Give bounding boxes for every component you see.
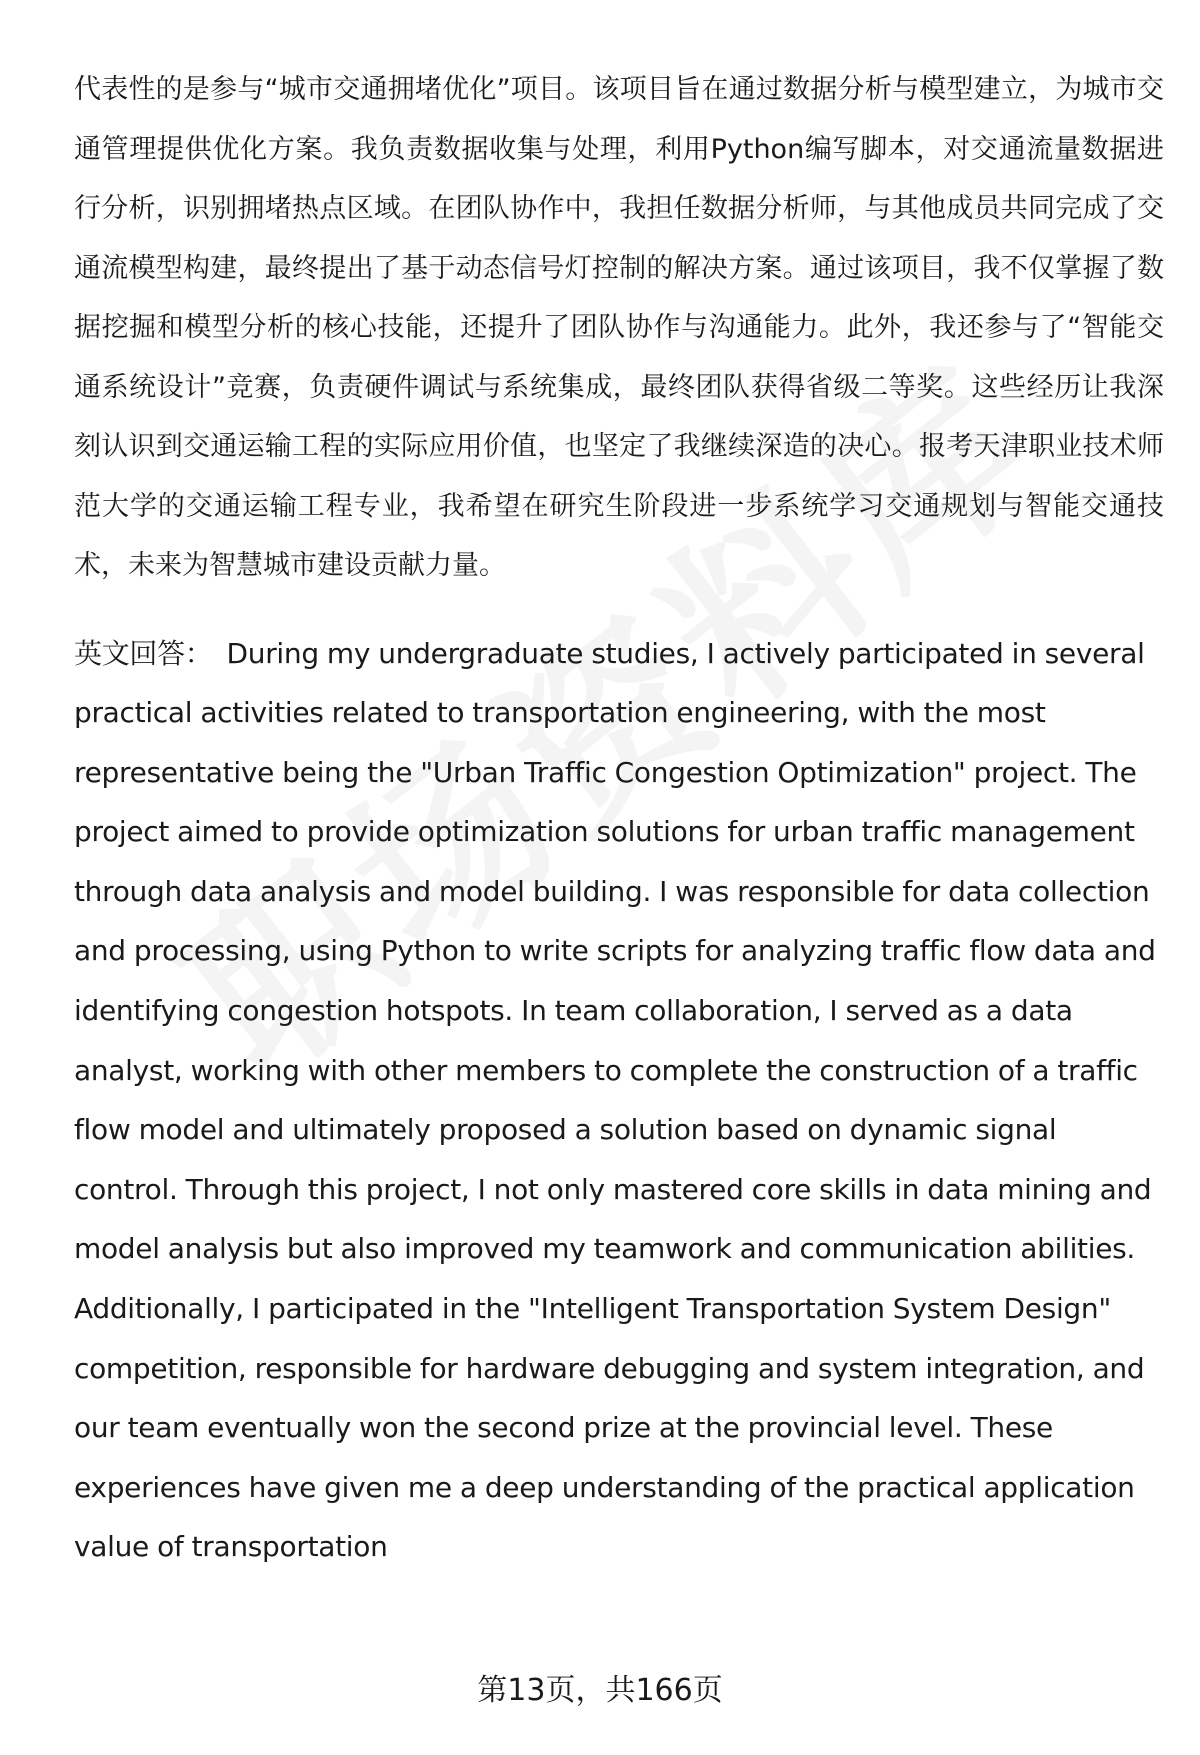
english-answer-text: During my undergraduate studies, I actively participated in several practical activities related to transportation engineering, with the most representative being the "Urban Traffic Congestion Optimization" project. The project aimed to provide optimization solutions for urban traffic management through data analysis and model building. I was responsible for data collection and processing, using Python to write scripts for analyzing traffic flow data and identifying congestion hotspots. In team collaboration, I served as a data analyst, working with other members to complete the construction of a traffic flow model and ultimately proposed a solution based on dynamic signal control. Through this project, I not only mastered core skills in data mining and model analysis but also improved my teamwork and communication abilities. Additionally, I participated in the "Intelligent Transportation System Design" competition, responsible for hardware debugging and system integration, and our team eventually won the second prize at the provincial level. These experiences have given me a deep understanding of the practical application value of transportation xyxy=(74,636,1156,1564)
english-answer-label: 英文回答： xyxy=(74,636,213,670)
page-content xyxy=(74,60,1164,1577)
page-number-footer: 第13页，共166页 xyxy=(477,1673,723,1708)
english-answer-paragraph xyxy=(74,624,1164,1578)
chinese-answer-paragraph: 代表性的是参与“城市交通拥堵优化”项目。该项目旨在通过数据分析与模型建立，为城市交通管理提供优化方案。我负责数据收集与处理，利用Python编写脚本，对交通流量数据进行分析，识别拥堵热点区域。在团队协作中，我担任数据分析师，与其他成员共同完成了交通流模型构建，最终提出了基于动态信号灯控制的解决方案。通过该项目，我不仅掌握了数据挖掘和模型分析的核心技能，还提升了团队协作与沟通能力。此外，我还参与了“智能交通系统设计”竞赛，负责硬件调试与系统集成，最终团队获得省级二等奖。这些经历让我深刻认识到交通运输工程的实际应用价值，也坚定了我继续深造的决心。报考天津职业技术师范大学的交通运输工程专业，我希望在研究生阶段进一步系统学习交通规划与智能交通技术，未来为智慧城市建设贡献力量。 xyxy=(74,74,1164,581)
